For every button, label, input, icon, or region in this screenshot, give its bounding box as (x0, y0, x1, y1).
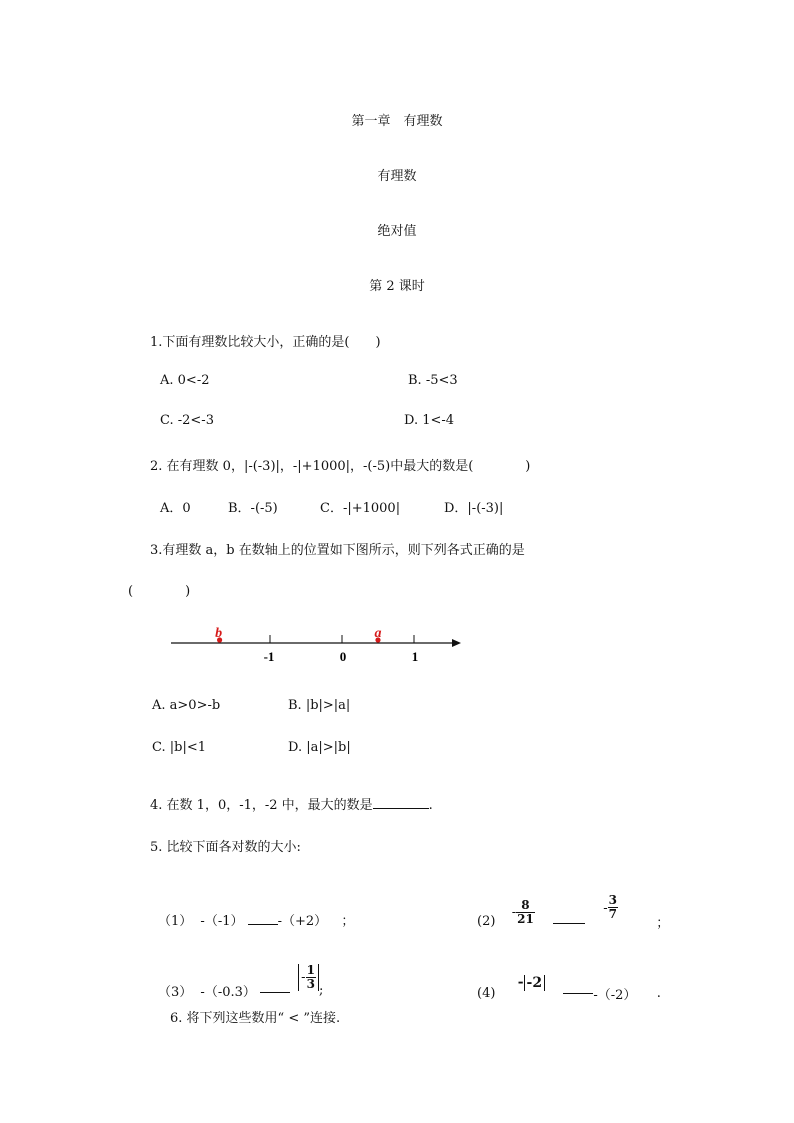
q5-p1-blank[interactable] (248, 924, 278, 925)
q5-p1-end: ； (341, 914, 355, 929)
q5-p3-right-sign: - (301, 970, 306, 985)
q5-p3-right-fraction (306, 964, 316, 991)
q5-p2-end: ； (656, 916, 670, 931)
q3-option-b: B. |b|>|a| (288, 698, 351, 713)
subsection-title: 绝对值 (377, 224, 417, 239)
q5-part1 (158, 910, 354, 929)
q5-p3-left: -（-0.3） (200, 985, 256, 1000)
q5-p2-left-sign: - (511, 905, 517, 920)
q5-p2-left-num: 8 (516, 899, 535, 913)
q2-stem: 2. 在有理数 0，|-(-3)|，-|+1000|，-(-5)中最大的数是( ) (150, 459, 531, 474)
q1-option-a: A. 0<-2 (160, 373, 210, 388)
q5-part4 (477, 962, 661, 1003)
q3-stem: 3.有理数 a，b 在数轴上的位置如下图所示，则下列各式正确的是 (150, 543, 525, 558)
q5-p2-blank[interactable] (553, 923, 585, 924)
lesson-title: 第 2 课时 (369, 279, 425, 294)
point-a-label: a (374, 626, 382, 641)
q5-p4-blank[interactable] (563, 993, 593, 994)
q5-p3-right-abs (298, 964, 319, 991)
q5-p2-right-sign: - (603, 901, 608, 916)
q5-p4-left-sign: - (517, 974, 524, 991)
chapter-title: 第一章 有理数 (351, 114, 443, 129)
q5-p3-label: （3） (158, 985, 193, 1000)
q5-stem: 5. 比较下面各对数的大小: (150, 840, 301, 855)
q5-p2-right-num: 3 (608, 893, 617, 907)
q5-p3-right-den: 3 (306, 977, 315, 991)
q5-p4-left-abs: -2 (524, 975, 546, 991)
tick-label-zero: 0 (339, 649, 347, 664)
q5-p2-right-den: 7 (608, 907, 617, 921)
q4-end: . (428, 798, 433, 813)
tick-label-one: 1 (411, 649, 419, 664)
point-b-label: b (215, 626, 223, 641)
q3-option-a: A. a>0>-b (152, 698, 221, 713)
q6-stem: 6. 将下列这些数用“ < ”连接. (170, 1011, 341, 1026)
q5-p3-blank[interactable] (260, 992, 290, 993)
q4-line (150, 794, 433, 813)
q1-option-c: C. -2<-3 (160, 413, 214, 428)
q5-p3-right-num: 1 (306, 963, 315, 977)
q4-answer-blank[interactable] (373, 808, 429, 809)
q5-part2 (477, 894, 669, 931)
q5-part3 (158, 955, 323, 1000)
q5-p2-label: (2) (477, 914, 496, 929)
q5-p4-right: -（-2） (593, 988, 637, 1003)
q5-p4-label: (4) (477, 986, 496, 1001)
q5-p1-right: -（+2） (277, 914, 328, 929)
q5-p2-right-fraction (608, 894, 618, 921)
tick-label-minus-one: -1 (263, 649, 275, 664)
q5-p4-end: . (656, 986, 661, 1001)
q5-p3-end: ; (318, 983, 324, 998)
number-line-arrow (452, 639, 461, 647)
q1-stem: 1.下面有理数比较大小，正确的是( ) (150, 335, 381, 350)
q2-option-c: C．-|+1000| (320, 501, 401, 516)
q2-option-d: D．|-(-3)| (444, 501, 504, 516)
q1-option-d: D. 1<-4 (404, 413, 455, 428)
q3-option-c: C. |b|<1 (152, 740, 206, 755)
number-line-figure (165, 622, 470, 667)
q5-p2-left-den: 21 (517, 912, 534, 926)
q5-p2-left-fraction (516, 899, 535, 926)
q5-p1-left: -（-1） (200, 914, 244, 929)
q1-option-b: B. -5<3 (408, 373, 458, 388)
section-title: 有理数 (377, 169, 417, 184)
q2-option-b: B．-(-5) (228, 501, 278, 516)
q3-option-d: D. |a|>|b| (288, 740, 351, 755)
q5-p1-label: （1） (158, 914, 193, 929)
q4-stem: 4. 在数 1，0，-1，-2 中，最大的数是 (150, 798, 373, 813)
q2-option-a: A．0 (160, 501, 191, 516)
q3-paren: ( ) (128, 584, 191, 599)
